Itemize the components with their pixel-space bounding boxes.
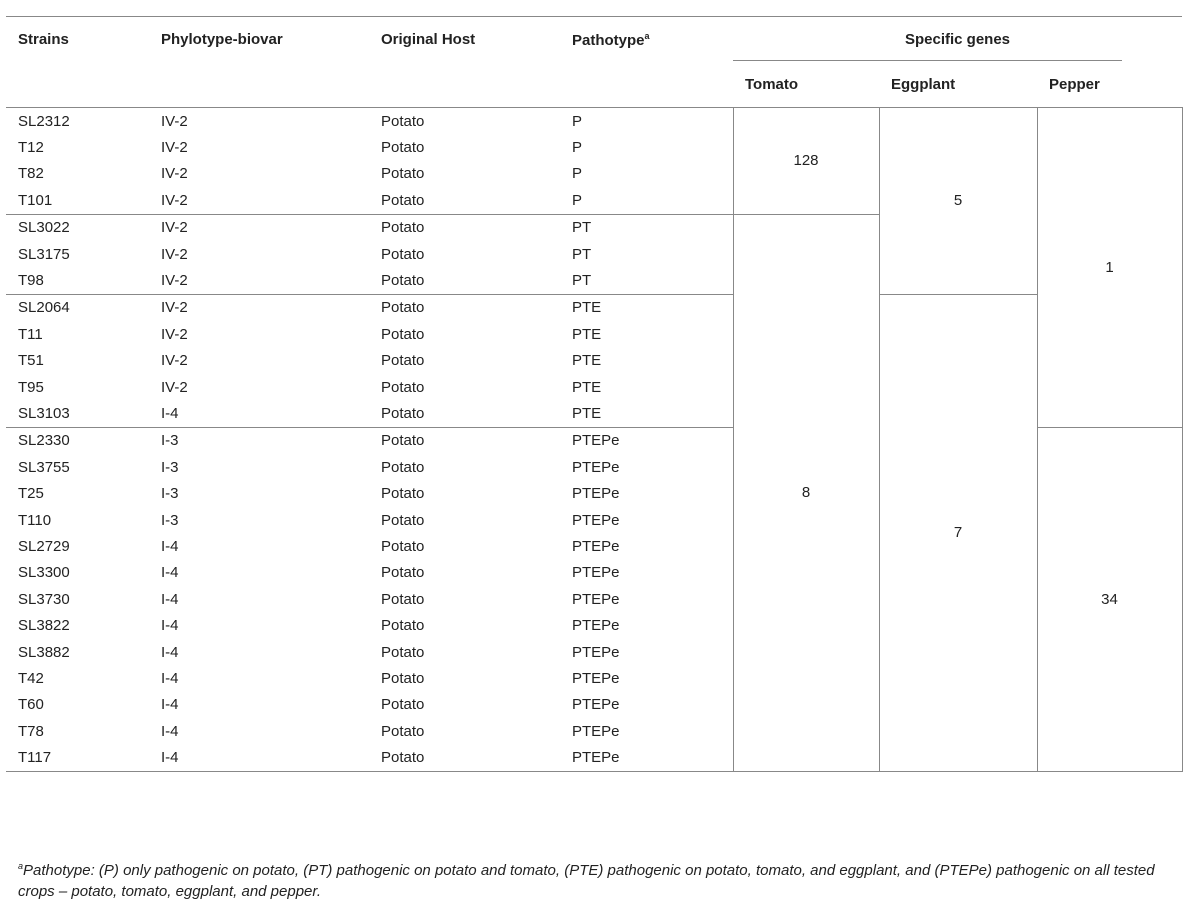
cell-strain: SL3300 xyxy=(18,564,70,582)
cell-host: Potato xyxy=(381,511,425,529)
cell-host: Potato xyxy=(381,139,425,157)
cell-pathotype: PTE xyxy=(572,299,602,317)
cell-pathotype: PT xyxy=(572,219,592,237)
cell-host: Potato xyxy=(381,617,425,635)
strains-table xyxy=(6,16,1183,772)
cell-strain: T95 xyxy=(18,378,44,396)
cell-pathotype: PTE xyxy=(572,378,602,396)
cell-phylotype: IV-2 xyxy=(161,378,188,396)
eggplant-genes-p-pt: 5 xyxy=(879,108,1037,295)
cell-phylotype: IV-2 xyxy=(161,139,188,157)
cell-phylotype: I-3 xyxy=(161,432,179,450)
cell-phylotype: I-4 xyxy=(149,400,369,427)
cell-strain: T101 xyxy=(6,187,149,214)
cell-host: Potato xyxy=(381,378,425,396)
cell-phylotype: I-4 xyxy=(161,590,179,608)
cell-host: Potato xyxy=(381,669,425,687)
cell-strain: SL3103 xyxy=(6,400,149,427)
header-specific-genes: Specific genes xyxy=(733,17,1182,62)
cell-host: Potato xyxy=(381,325,425,343)
cell-phylotype: I-3 xyxy=(161,511,179,529)
cell-pathotype: PTEPe xyxy=(572,722,620,740)
header-tomato: Tomato xyxy=(745,75,799,93)
cell-phylotype: I-4 xyxy=(161,564,179,582)
cell-strain: T82 xyxy=(18,165,44,183)
cell-strain: T60 xyxy=(18,696,44,714)
cell-pathotype: PTEPe xyxy=(572,590,620,608)
cell-phylotype: IV-2 xyxy=(161,325,188,343)
cell-pathotype: PTEPe xyxy=(572,696,620,714)
cell-host: Potato xyxy=(381,643,425,661)
cell-host: Potato xyxy=(381,537,425,555)
cell-pathotype: PTEPe xyxy=(572,458,620,476)
cell-strain: SL2312 xyxy=(18,112,70,130)
cell-pathotype: PTEPe xyxy=(560,744,733,771)
cell-host: Potato xyxy=(381,590,425,608)
cell-host: Potato xyxy=(369,400,560,427)
cell-pathotype: P xyxy=(572,139,583,157)
cell-strain: SL2064 xyxy=(18,299,70,317)
cell-pathotype: PTEPe xyxy=(572,432,620,450)
cell-pathotype: PTEPe xyxy=(572,669,620,687)
cell-pathotype: PTE xyxy=(560,400,733,427)
cell-strain: T42 xyxy=(18,669,44,687)
cell-strain: SL3175 xyxy=(18,245,70,263)
cell-pathotype: PTEPe xyxy=(572,511,620,529)
cell-strain: T98 xyxy=(6,267,149,294)
cell-phylotype: IV-2 xyxy=(149,267,369,294)
cell-host: Potato xyxy=(381,564,425,582)
cell-strain: SL3822 xyxy=(18,617,70,635)
cell-host: Potato xyxy=(381,485,425,503)
cell-phylotype: I-4 xyxy=(161,537,179,555)
cell-strain: SL3755 xyxy=(18,458,70,476)
pepper-genes-p-pt-pte: 1 xyxy=(1037,108,1182,428)
cell-pathotype: PTE xyxy=(572,352,602,370)
header-pathotype: Pathotype$^a$ xyxy=(572,31,650,49)
cell-strain: SL2729 xyxy=(18,537,70,555)
cell-pathotype: PT xyxy=(560,267,733,294)
header-eggplant: Eggplant xyxy=(891,75,956,93)
cell-host: Potato xyxy=(369,267,560,294)
cell-pathotype: PTEPe xyxy=(572,643,620,661)
cell-pathotype: P xyxy=(560,187,733,214)
cell-strain: T117 xyxy=(6,744,149,771)
cell-strain: SL3730 xyxy=(18,590,70,608)
cell-strain: T25 xyxy=(18,485,44,503)
cell-pathotype: PTE xyxy=(572,325,602,343)
cell-phylotype: I-4 xyxy=(161,722,179,740)
cell-pathotype: PTEPe xyxy=(572,485,620,503)
header-pepper: Pepper xyxy=(1049,75,1100,93)
eggplant-genes-pte-ptepe: 7 xyxy=(879,294,1037,771)
tomato-genes-pt-ptepe: 8 xyxy=(733,214,879,771)
cell-strain: SL2330 xyxy=(18,432,70,450)
cell-host: Potato xyxy=(381,165,425,183)
cell-host: Potato xyxy=(381,696,425,714)
cell-phylotype: IV-2 xyxy=(161,245,188,263)
cell-pathotype: P xyxy=(572,165,583,183)
cell-host: Potato xyxy=(381,722,425,740)
cell-host: Potato xyxy=(381,112,425,130)
cell-strain: T11 xyxy=(18,325,43,343)
cell-phylotype: IV-2 xyxy=(161,112,188,130)
cell-pathotype: PTEPe xyxy=(572,617,620,635)
cell-strain: SL3882 xyxy=(18,643,70,661)
cell-phylotype: IV-2 xyxy=(149,187,369,214)
cell-phylotype: I-4 xyxy=(149,744,369,771)
table-body xyxy=(6,108,1182,772)
header-host: Original Host xyxy=(381,31,476,48)
cell-pathotype: PTEPe xyxy=(572,537,620,555)
table-row xyxy=(6,294,1182,321)
cell-host: Potato xyxy=(381,458,425,476)
cell-phylotype: I-4 xyxy=(161,669,179,687)
cell-phylotype: I-3 xyxy=(161,485,179,503)
cell-phylotype: IV-2 xyxy=(161,165,188,183)
cell-phylotype: I-4 xyxy=(161,643,179,661)
cell-host: Potato xyxy=(381,432,425,450)
cell-host: Potato xyxy=(381,299,425,317)
cell-strain: T78 xyxy=(18,722,44,740)
cell-phylotype: I-3 xyxy=(161,458,179,476)
pepper-genes-ptepe: 34 xyxy=(1037,427,1182,771)
cell-pathotype: P xyxy=(572,112,583,130)
cell-phylotype: IV-2 xyxy=(161,219,188,237)
cell-pathotype: PTEPe xyxy=(572,564,620,582)
table-row xyxy=(6,108,1182,135)
footnote: $^a$Pathotype: (P) only pathogenic on potato, (PT) pathogenic on potato and tomato, (PTE) pathogenic on potato, tomato, and eggplant, and (PTEPe) pathogenic on all tested crops – potato, tomato, eggplant, and pepper. xyxy=(18,861,1155,900)
cell-phylotype: IV-2 xyxy=(161,299,188,317)
cell-strain: T51 xyxy=(18,352,44,370)
cell-phylotype: IV-2 xyxy=(161,352,188,370)
cell-strain: SL3022 xyxy=(18,219,70,237)
header-strains: Strains xyxy=(18,31,69,48)
cell-host: Potato xyxy=(369,187,560,214)
cell-pathotype: PT xyxy=(572,245,592,263)
cell-strain: T12 xyxy=(18,139,44,157)
cell-phylotype: I-4 xyxy=(161,696,179,714)
cell-host: Potato xyxy=(381,352,425,370)
cell-host: Potato xyxy=(381,245,425,263)
cell-host: Potato xyxy=(369,744,560,771)
tomato-genes-p: 128 xyxy=(733,108,879,215)
cell-host: Potato xyxy=(381,219,425,237)
cell-strain: T110 xyxy=(18,511,52,529)
header-phylotype: Phylotype-biovar xyxy=(161,31,283,48)
cell-phylotype: I-4 xyxy=(161,617,179,635)
